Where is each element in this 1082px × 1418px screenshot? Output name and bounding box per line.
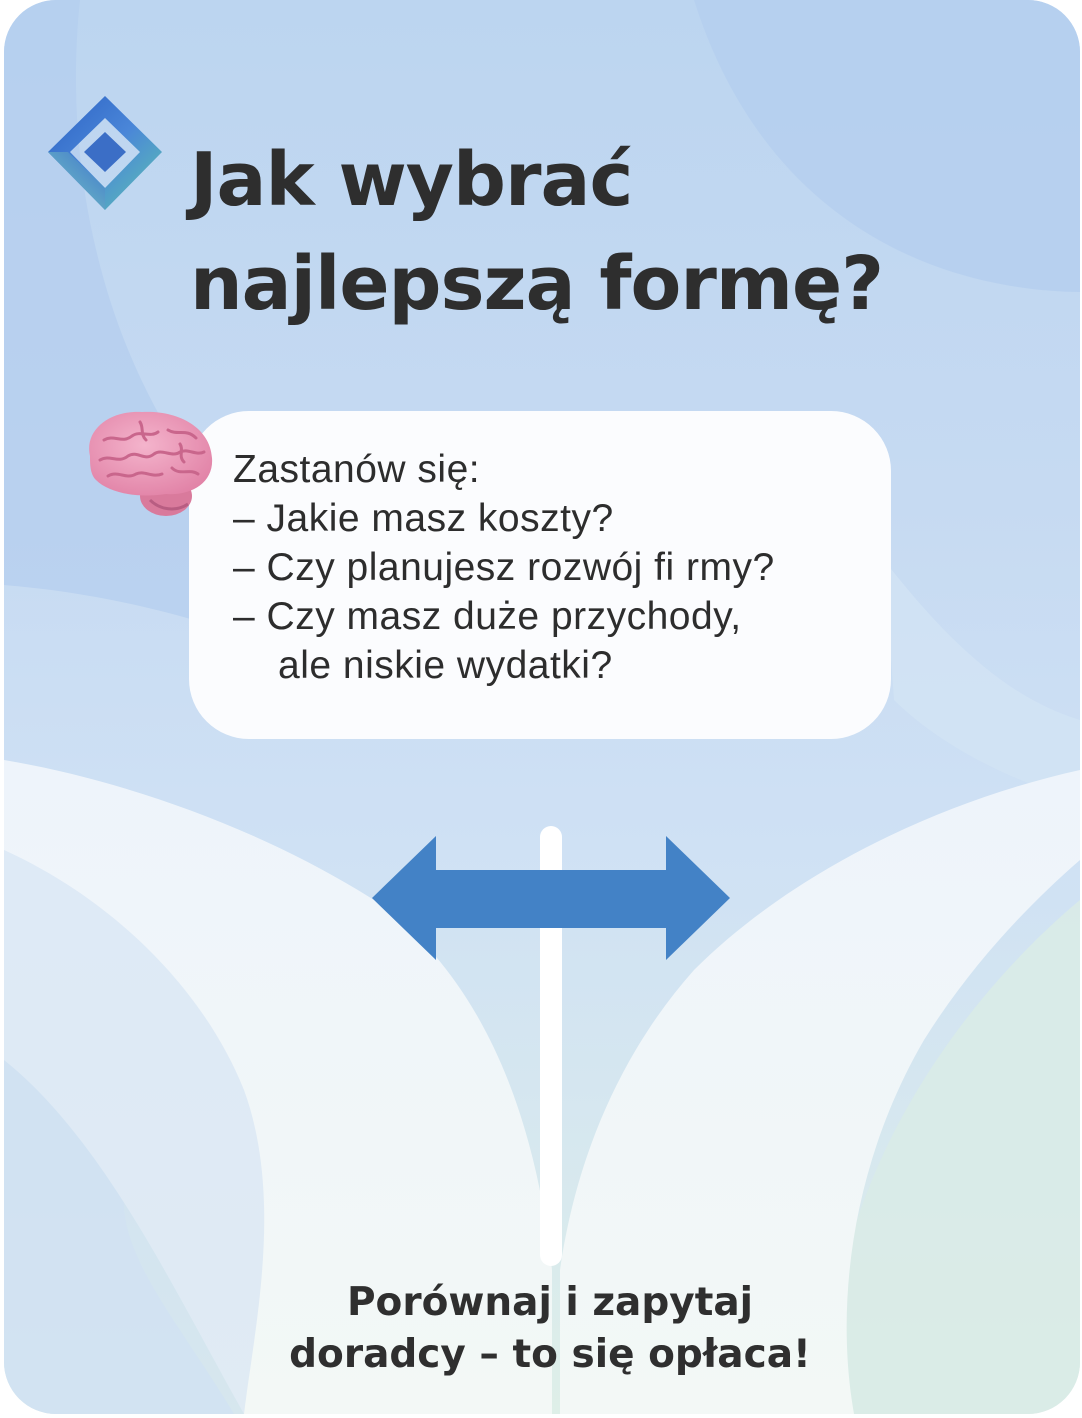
footer-line-1: Porównaj i zapytaj xyxy=(346,1280,754,1325)
title-line-2: najlepszą formę? xyxy=(190,241,884,327)
footer-line-2: doradcy – to się opłaca! xyxy=(289,1332,811,1377)
brain-icon xyxy=(80,404,216,522)
title-line-1: Jak wybrać xyxy=(190,137,633,223)
page-title xyxy=(190,128,883,336)
bubble-heading: Zastanów się: xyxy=(233,448,481,491)
infographic-card xyxy=(4,0,1080,1414)
logo-icon xyxy=(44,92,166,214)
bubble-item-continued: ale niskie wydatki? xyxy=(278,644,613,687)
footer-cta xyxy=(4,1277,1080,1381)
bubble-item: – Czy planujesz rozwój fi rmy? xyxy=(233,546,775,589)
bubble-item: – Jakie masz koszty? xyxy=(233,497,614,540)
bubble-text xyxy=(233,445,775,690)
speech-bubble xyxy=(189,411,891,739)
bubble-item: – Czy masz duże przychody, xyxy=(233,595,742,638)
